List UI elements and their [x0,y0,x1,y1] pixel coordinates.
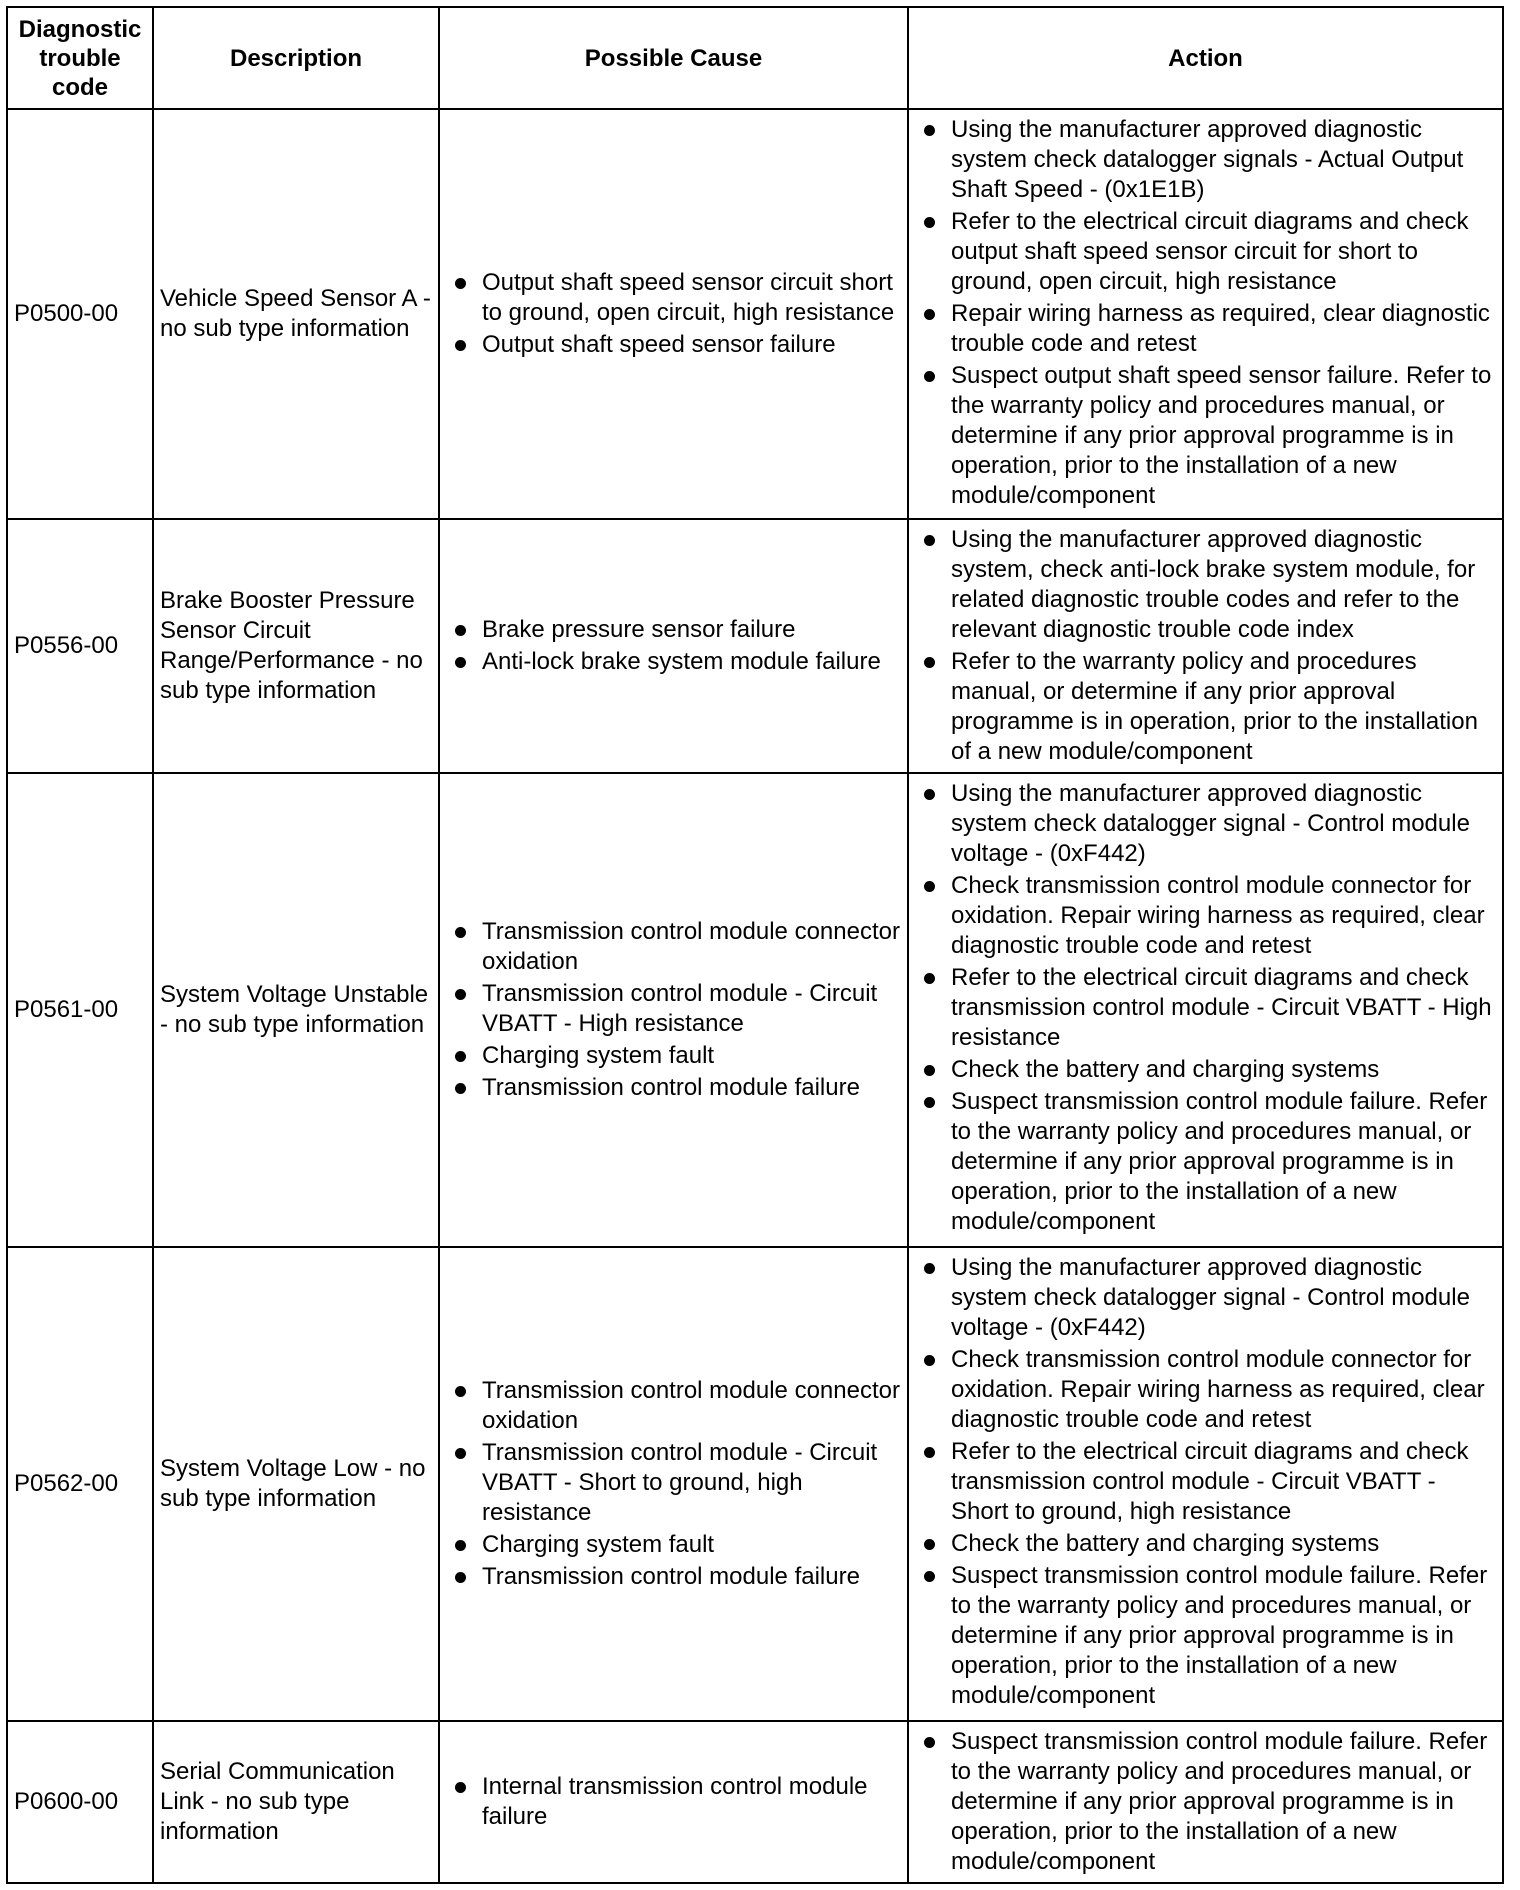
cause-item: Output shaft speed sensor failure [446,330,901,360]
cause-cell [439,1721,908,1883]
action-list [915,115,1496,511]
description-cell: Serial Communication Link - no sub type information [153,1721,439,1883]
action-item: Using the manufacturer approved diagnostic system check datalogger signal - Control module voltage - (0xF442) [915,779,1496,869]
cause-cell [439,519,908,773]
action-item: Check transmission control module connector for oxidation. Repair wiring harness as required, clear diagnostic trouble code and retest [915,1345,1496,1435]
action-item: Refer to the electrical circuit diagrams and check output shaft speed sensor circuit for short to ground, open circuit, high resistance [915,207,1496,297]
code-cell: P0556-00 [7,519,153,773]
description-cell: Vehicle Speed Sensor A - no sub type information [153,109,439,519]
cause-item: Charging system fault [446,1530,901,1560]
action-item: Suspect transmission control module failure. Refer to the warranty policy and procedures manual, or determine if any prior approval programme is in operation, prior to the installation of a new module/component [915,1561,1496,1711]
header-row [7,7,1503,109]
cause-list [446,268,901,360]
action-item: Refer to the electrical circuit diagrams and check transmission control module - Circuit VBATT - High resistance [915,963,1496,1053]
cause-cell [439,773,908,1247]
action-item: Repair wiring harness as required, clear diagnostic trouble code and retest [915,299,1496,359]
table-row [7,519,1503,773]
table-row [7,773,1503,1247]
code-cell: P0562-00 [7,1247,153,1721]
code-cell: P0600-00 [7,1721,153,1883]
action-item: Using the manufacturer approved diagnostic system, check anti-lock brake system module, for related diagnostic trouble codes and refer to the relevant diagnostic trouble code index [915,525,1496,645]
code-cell: P0561-00 [7,773,153,1247]
dtc-table [6,6,1504,1884]
cause-cell [439,1247,908,1721]
cause-item: Transmission control module connector oxidation [446,1376,901,1436]
cause-item: Charging system fault [446,1041,901,1071]
cause-item: Internal transmission control module failure [446,1772,901,1832]
header-action: Action [908,7,1503,109]
description-cell: System Voltage Unstable - no sub type information [153,773,439,1247]
cause-item: Transmission control module connector oxidation [446,917,901,977]
action-list [915,525,1496,767]
description-cell: System Voltage Low - no sub type information [153,1247,439,1721]
table-row [7,1721,1503,1883]
cause-item: Transmission control module - Circuit VBATT - High resistance [446,979,901,1039]
cause-item: Brake pressure sensor failure [446,615,901,645]
action-item: Check the battery and charging systems [915,1529,1496,1559]
action-item: Suspect transmission control module failure. Refer to the warranty policy and procedures manual, or determine if any prior approval programme is in operation, prior to the installation of a new module/component [915,1727,1496,1877]
cause-list [446,1376,901,1592]
action-item: Using the manufacturer approved diagnostic system check datalogger signal - Control module voltage - (0xF442) [915,1253,1496,1343]
action-item: Refer to the electrical circuit diagrams and check transmission control module - Circuit VBATT - Short to ground, high resistance [915,1437,1496,1527]
action-item: Check the battery and charging systems [915,1055,1496,1085]
action-item: Check transmission control module connector for oxidation. Repair wiring harness as required, clear diagnostic trouble code and retest [915,871,1496,961]
action-list [915,1727,1496,1877]
header-description: Description [153,7,439,109]
cause-item: Transmission control module - Circuit VBATT - Short to ground, high resistance [446,1438,901,1528]
cause-item: Transmission control module failure [446,1073,901,1103]
header-code: Diagnostic trouble code [7,7,153,109]
action-item: Suspect output shaft speed sensor failure. Refer to the warranty policy and procedures manual, or determine if any prior approval programme is in operation, prior to the installation of a new module/component [915,361,1496,511]
action-cell [908,1247,1503,1721]
action-list [915,1253,1496,1711]
cause-item: Anti-lock brake system module failure [446,647,901,677]
code-cell: P0500-00 [7,109,153,519]
cause-cell [439,109,908,519]
action-item: Refer to the warranty policy and procedures manual, or determine if any prior approval programme is in operation, prior to the installation of a new module/component [915,647,1496,767]
action-cell [908,109,1503,519]
description-cell: Brake Booster Pressure Sensor Circuit Range/Performance - no sub type information [153,519,439,773]
action-item: Suspect transmission control module failure. Refer to the warranty policy and procedures manual, or determine if any prior approval programme is in operation, prior to the installation of a new module/component [915,1087,1496,1237]
action-item: Using the manufacturer approved diagnostic system check datalogger signals - Actual Output Shaft Speed - (0x1E1B) [915,115,1496,205]
table-row [7,1247,1503,1721]
table-row [7,109,1503,519]
action-cell [908,519,1503,773]
cause-item: Transmission control module failure [446,1562,901,1592]
action-cell [908,773,1503,1247]
cause-list [446,615,901,677]
cause-list [446,1772,901,1832]
header-cause: Possible Cause [439,7,908,109]
action-cell [908,1721,1503,1883]
cause-item: Output shaft speed sensor circuit short to ground, open circuit, high resistance [446,268,901,328]
cause-list [446,917,901,1103]
action-list [915,779,1496,1237]
